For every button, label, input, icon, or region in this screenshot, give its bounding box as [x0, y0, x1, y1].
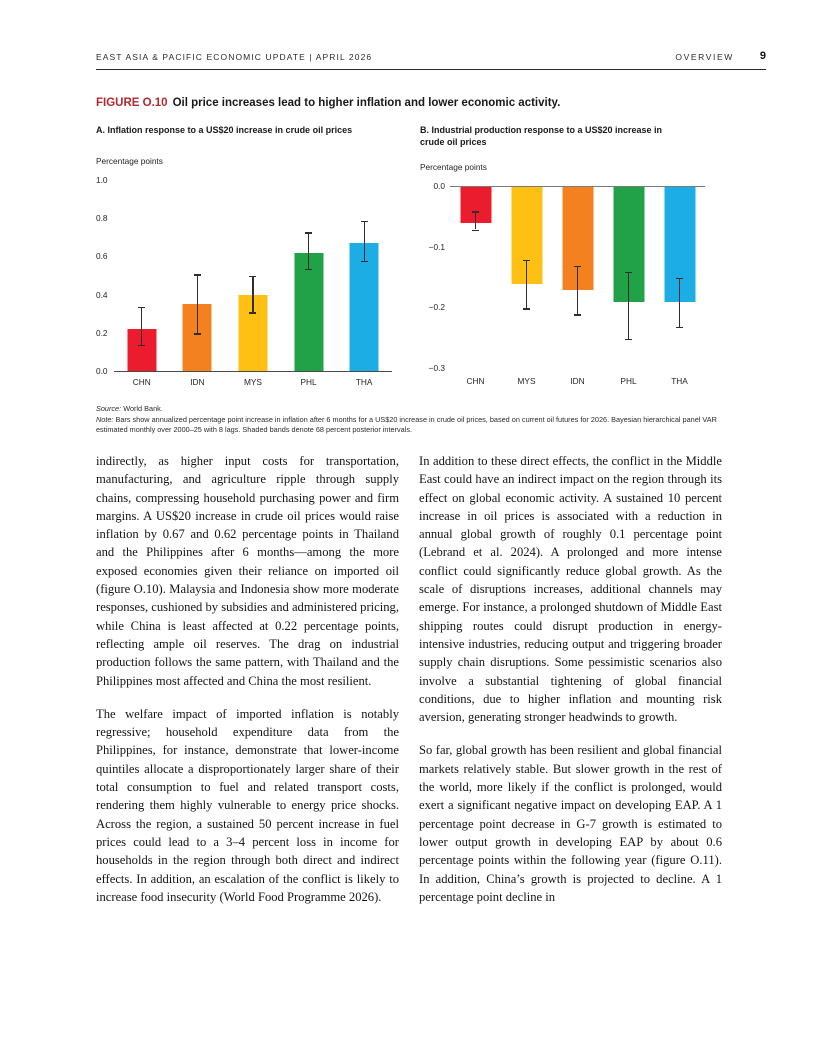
source-text: World Bank. — [123, 404, 163, 413]
y-tick-label: 0.6 — [96, 251, 108, 262]
paragraph: The welfare impact of imported inflation is notably regressive; household expenditure data from the Philippines, for instance, demonstrate that lower-income quintiles allocate a disproportionately larger share of their total consumption to fuel and related transport costs, rendering them highly vulnerable to energy price shocks. Across the region, a sustained 50 percent increase in fuel prices could lead to a 3–4 percent loss in income for households in the region through both direct and indirect effects. In addition, an escalation of the conflict is likely to increase food insecurity (World Food Programme 2026). — [96, 706, 399, 904]
paragraph: In addition to these direct effects, the conflict in the Middle East could have an indirect impact on the region through its effect on global economic activity. A sustained 10 percent increase in oil prices is associated with a reduction in annual global growth of roughly 0.1 percentage point (Lebrand et al. 2024). A prolonged and more intense conflict could significantly reduce global growth. As the scale of disruptions increases, additional channels may emerge. For instance, a prolonged shutdown of Middle East shipping routes could disrupt production in energy-intensive industries, reducing output and triggering broader supply chain disruptions. Some pessimistic scenarios also involve a substantial tightening of global financial conditions, due to higher inflation and mounting risk aversion, generating stronger headwinds to growth. — [419, 454, 722, 725]
error-cap — [523, 260, 530, 261]
x-tick-label-idn: IDN — [570, 376, 585, 386]
bar-tha — [350, 243, 379, 371]
panel-b-xaxis — [450, 376, 705, 386]
header-right — [675, 50, 766, 62]
error-bar-chn — [141, 308, 142, 346]
error-bar-idn — [197, 276, 198, 335]
bar-slot-idn — [552, 187, 603, 369]
bar-slot-phl — [281, 180, 337, 371]
figure-label: FIGURE O.10 — [96, 97, 168, 109]
y-tick-label: 0.0 — [433, 181, 445, 191]
error-cap — [305, 232, 312, 233]
panel-b-ylabel: Percentage points — [420, 162, 487, 172]
panel-a-title: A. Inflation response to a US$20 increase in crude oil prices — [96, 125, 353, 135]
bars-area — [114, 180, 392, 371]
bars-area — [450, 187, 705, 369]
y-tick-label: −0.2 — [428, 302, 445, 313]
y-tick-label: −0.3 — [428, 363, 445, 373]
error-cap — [676, 327, 683, 328]
error-cap — [138, 345, 145, 346]
bar-slot-chn — [114, 180, 170, 371]
error-cap — [625, 272, 632, 273]
y-tick-label: 0.0 — [96, 366, 108, 376]
bar-slot-tha — [336, 180, 392, 371]
x-tick-label-tha: THA — [671, 376, 688, 386]
bar-slot-tha — [654, 187, 705, 369]
error-bar-chn — [475, 211, 476, 229]
error-cap — [194, 274, 201, 275]
figure-title — [96, 97, 736, 109]
y-tick-label: 0.4 — [96, 289, 108, 300]
y-tick-label: 0.2 — [96, 327, 108, 338]
chart-panel-a — [96, 156, 398, 398]
x-tick-label-chn: CHN — [132, 377, 151, 387]
chart-panel-b — [420, 162, 720, 398]
x-tick-label-mys: MYS — [517, 376, 536, 386]
x-tick-label-phl: PHL — [300, 377, 317, 387]
bar-slot-mys — [225, 180, 281, 371]
error-cap — [676, 278, 683, 279]
error-bar-tha — [679, 278, 680, 327]
error-bar-phl — [308, 234, 309, 270]
error-cap — [574, 314, 581, 315]
y-tick-label: 1.0 — [96, 175, 108, 185]
figure-note — [96, 415, 746, 435]
error-cap — [361, 221, 368, 222]
paragraph: So far, global growth has been resilient and global financial markets relatively stable. But slower growth in the rest of the world, more likely if the conflict is prolonged, would exert a significant negative impact on developing EAP. A 1 percentage point decrease in G-7 growth is estimated to lower output growth in developing EAP by about 0.6 percentage points within the following year (figure O.11). In addition, China’s growth is projected to decline. A 1 percentage point decline in — [419, 743, 722, 904]
error-cap — [625, 339, 632, 340]
source-label: Source: — [96, 404, 122, 413]
error-cap — [472, 230, 479, 231]
figure-source — [96, 404, 746, 414]
error-bar-tha — [364, 222, 365, 262]
bar-slot-chn — [450, 187, 501, 369]
error-cap — [249, 276, 256, 277]
panel-a-ylabel: Percentage points — [96, 156, 163, 166]
x-tick-label-chn: CHN — [466, 376, 485, 386]
bar-slot-phl — [603, 187, 654, 369]
page-header — [96, 50, 766, 70]
figure-title-text: Oil price increases lead to higher inflation and lower economic activity. — [172, 97, 561, 109]
section-label: OVERVIEW — [675, 52, 734, 62]
error-cap — [574, 266, 581, 267]
body-column-right — [419, 452, 722, 921]
page-number: 9 — [759, 50, 766, 62]
note-label: Note: — [96, 415, 114, 424]
y-tick-label: −0.1 — [428, 241, 445, 252]
x-tick-label-idn: IDN — [190, 377, 205, 387]
bar-slot-mys — [501, 187, 552, 369]
panel-a-xaxis — [114, 377, 392, 387]
panel-a-plot — [114, 180, 392, 372]
error-cap — [523, 308, 530, 309]
x-tick-label-mys: MYS — [243, 377, 262, 387]
error-cap — [194, 333, 201, 334]
body-column-left — [96, 452, 399, 921]
error-bar-mys — [526, 260, 527, 309]
note-text: Bars show annualized percentage point increase in inflation after 6 months for a US$20 increase in crude oil prices, based on current oil futures for 2026. Bayesian hierarchical panel VAR estimated monthly over 2000–25 with 8 lags. Shaded bands denote 68 percent posterior intervals. — [96, 415, 717, 434]
error-cap — [361, 261, 368, 262]
y-tick-label: 0.8 — [96, 213, 108, 224]
panel-b-plot — [450, 186, 705, 369]
figure-notes — [96, 404, 746, 435]
bar-phl — [294, 253, 323, 371]
x-tick-label-tha: THA — [355, 377, 373, 387]
x-tick-label-phl: PHL — [620, 376, 637, 386]
running-head: EAST ASIA & PACIFIC ECONOMIC UPDATE | APRIL 2026 — [96, 52, 373, 62]
paragraph: indirectly, as higher input costs for transportation, manufacturing, and agriculture ripple through supply chains, compressing household purchasing power and firm margins. A US$20 increase in crude oil prices would raise inflation by 0.67 and 0.62 percentage points in Thailand and the Philippines after 6 months—among the more exposed economies given their reliance on imported oil (figure O.10). Malaysia and Indonesia show more moderate responses, cushioned by subsidies and administered pricing, while China is least affected at 0.22 percentage points, reflecting ample oil reserves. The drag on industrial production follows the same pattern, with Thailand and the Philippines most affected and China the most resilient. — [96, 454, 399, 688]
error-bar-phl — [628, 272, 629, 339]
error-cap — [305, 269, 312, 270]
bar-slot-idn — [170, 180, 226, 371]
error-cap — [249, 312, 256, 313]
error-cap — [472, 211, 479, 212]
error-bar-idn — [577, 266, 578, 315]
error-bar-mys — [252, 277, 253, 313]
error-cap — [138, 307, 145, 308]
panel-b-title: B. Industrial production response to a US$20 increase in crude oil prices — [420, 125, 663, 147]
body-text — [96, 452, 722, 921]
